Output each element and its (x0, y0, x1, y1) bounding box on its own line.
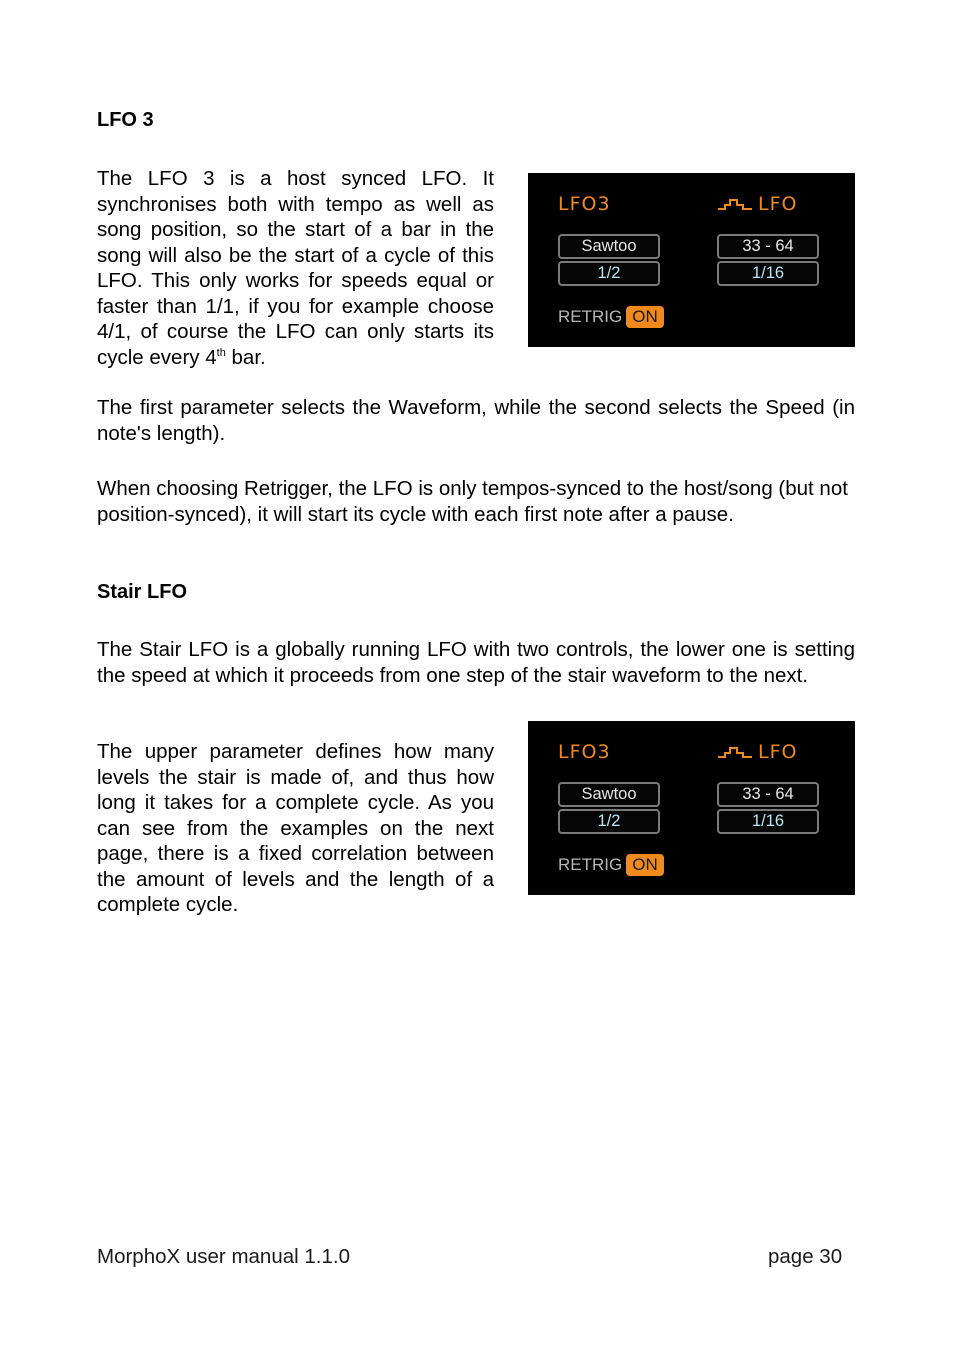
lfo3-speed-selector[interactable]: 1/2 (558, 809, 660, 834)
stair-lfo-title: LFO (718, 741, 797, 763)
footer-page-number: page 30 (768, 1245, 843, 1268)
lfo3-intro-paragraph: The LFO 3 is a host synced LFO. It synchronises both with tempo as well as song position, so the start of a bar in the song will also be the start of a cycle of this LFO. This only works for speeds equal or faster than 1/1, if you for example choose 4/1, of course the LFO can only starts its cycle every 4th bar. (97, 167, 494, 369)
stair-wave-icon (718, 197, 752, 211)
lfo-panel-screenshot-2 (528, 721, 855, 895)
waveform-selector[interactable]: Sawtoo (558, 782, 660, 807)
lfo3-title: LFO3 (558, 741, 611, 763)
retrig-control (558, 854, 664, 876)
stair-levels-selector[interactable]: 33 - 64 (717, 782, 819, 807)
retrig-label: RETRIG (558, 855, 623, 874)
lfo3-retrigger-paragraph: When choosing Retrigger, the LFO is only tempos-synced to the host/song (but not position-synced), it will start its cycle with each first note after a pause. (97, 477, 848, 526)
section-heading-stair-lfo: Stair LFO (97, 581, 188, 603)
retrig-toggle[interactable]: ON (626, 854, 664, 876)
retrig-control (558, 306, 664, 328)
retrig-toggle[interactable]: ON (626, 306, 664, 328)
waveform-selector[interactable]: Sawtoo (558, 234, 660, 259)
lfo3-parameters-paragraph: The first parameter selects the Waveform, while the second selects the Speed (in note's length). (97, 396, 855, 445)
lfo3-title: LFO3 (558, 193, 611, 215)
footer-manual-title: MorphoX user manual 1.1.0 (97, 1245, 350, 1268)
stair-lfo-title: LFO (718, 193, 797, 215)
stair-lfo-levels-paragraph: The upper parameter defines how many levels the stair is made of, and thus how long it takes for a complete cycle. As you can see from the examples on the next page, there is a fixed correlation between the amount of levels and the length of a complete cycle. (97, 740, 494, 916)
stair-speed-selector[interactable]: 1/16 (717, 809, 819, 834)
lfo-panel-screenshot-1 (528, 173, 855, 347)
stair-levels-selector[interactable]: 33 - 64 (717, 234, 819, 259)
stair-speed-selector[interactable]: 1/16 (717, 261, 819, 286)
lfo3-speed-selector[interactable]: 1/2 (558, 261, 660, 286)
retrig-label: RETRIG (558, 307, 623, 326)
stair-lfo-intro-paragraph: The Stair LFO is a globally running LFO with two controls, the lower one is setting the speed at which it proceeds from one step of the stair waveform to the next. (97, 638, 855, 687)
stair-wave-icon (718, 745, 752, 759)
section-heading-lfo3: LFO 3 (97, 109, 154, 131)
